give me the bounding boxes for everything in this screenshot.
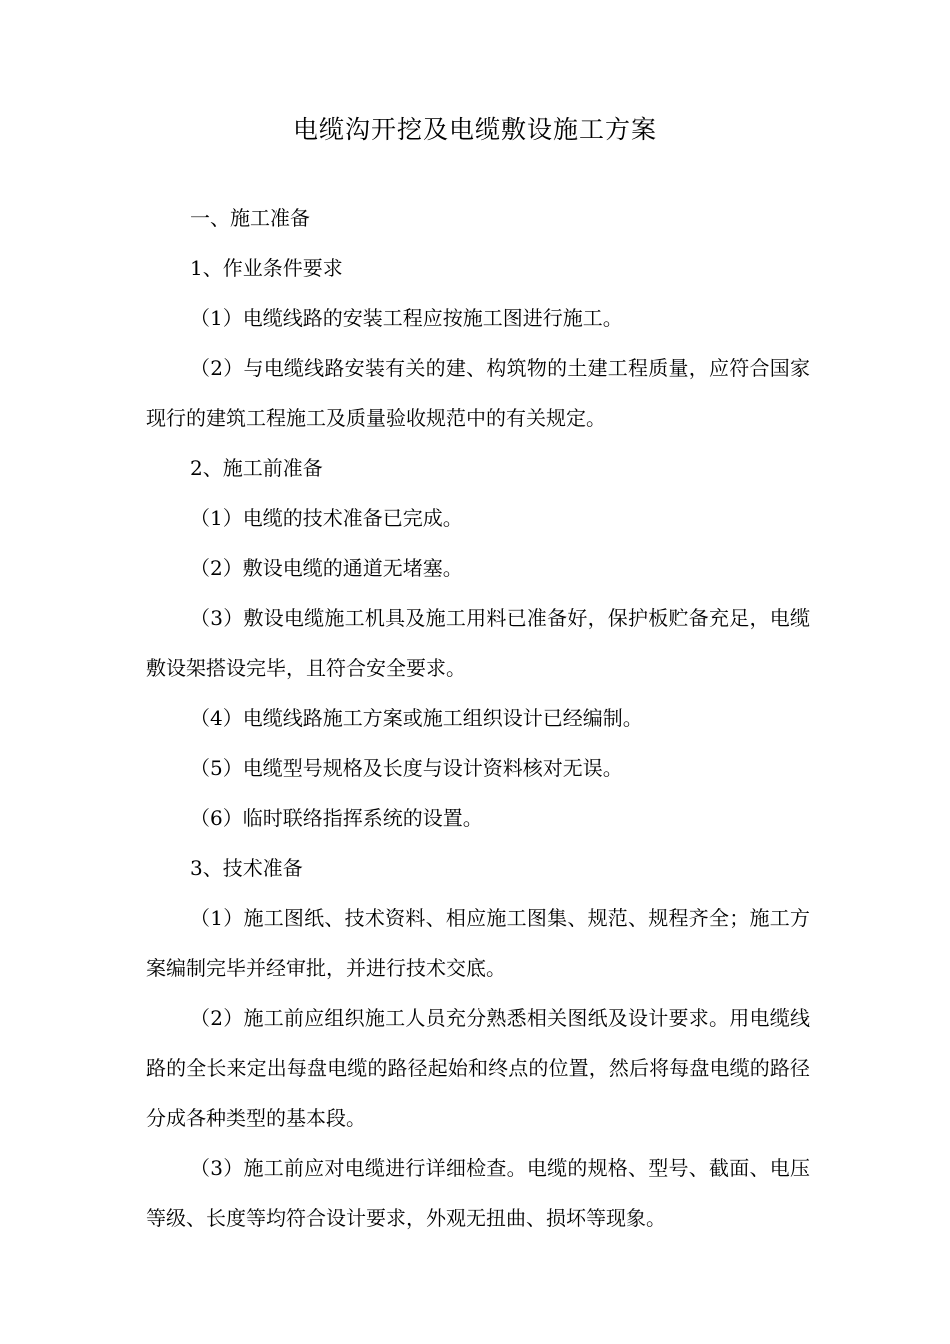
paragraph: （6）临时联络指挥系统的设置。 — [190, 806, 483, 830]
paragraph: （2）施工前应组织施工人员充分熟悉相关图纸及设计要求。用电缆线路的全长来定出每盘电缆的路径起始和终点的位置，然后将每盘电缆的路径分成各种类型的基本段。 — [146, 1006, 810, 1130]
subsection-heading-1-3: 3、技术准备 — [190, 856, 303, 880]
paragraph: （4）电缆线路施工方案或施工组织设计已经编制。 — [190, 706, 643, 730]
paragraph: （3）施工前应对电缆进行详细检查。电缆的规格、型号、截面、电压等级、长度等均符合设计要求，外观无扭曲、损坏等现象。 — [146, 1156, 810, 1230]
paragraph: （1）电缆线路的安装工程应按施工图进行施工。 — [190, 306, 623, 330]
paragraph: （3）敷设电缆施工机具及施工用料已准备好，保护板贮备充足，电缆敷设架搭设完毕，且符合安全要求。 — [146, 606, 810, 680]
subsection-heading-1-2: 2、施工前准备 — [190, 456, 323, 480]
paragraph: （1）电缆的技术准备已完成。 — [190, 506, 463, 530]
paragraph: （2）与电缆线路安装有关的建、构筑物的土建工程质量，应符合国家现行的建筑工程施工及质量验收规范中的有关规定。 — [146, 356, 810, 430]
document-body — [146, 193, 810, 1243]
paragraph: （2）敷设电缆的通道无堵塞。 — [190, 556, 463, 580]
document-title: 电缆沟开挖及电缆敷设施工方案 — [292, 115, 657, 144]
section-heading-1: 一、施工准备 — [190, 206, 310, 230]
paragraph: （5）电缆型号规格及长度与设计资料核对无误。 — [190, 756, 623, 780]
paragraph: （1）施工图纸、技术资料、相应施工图集、规范、规程齐全；施工方案编制完毕并经审批，并进行技术交底。 — [146, 906, 810, 980]
subsection-heading-1-1: 1、作业条件要求 — [190, 256, 343, 280]
